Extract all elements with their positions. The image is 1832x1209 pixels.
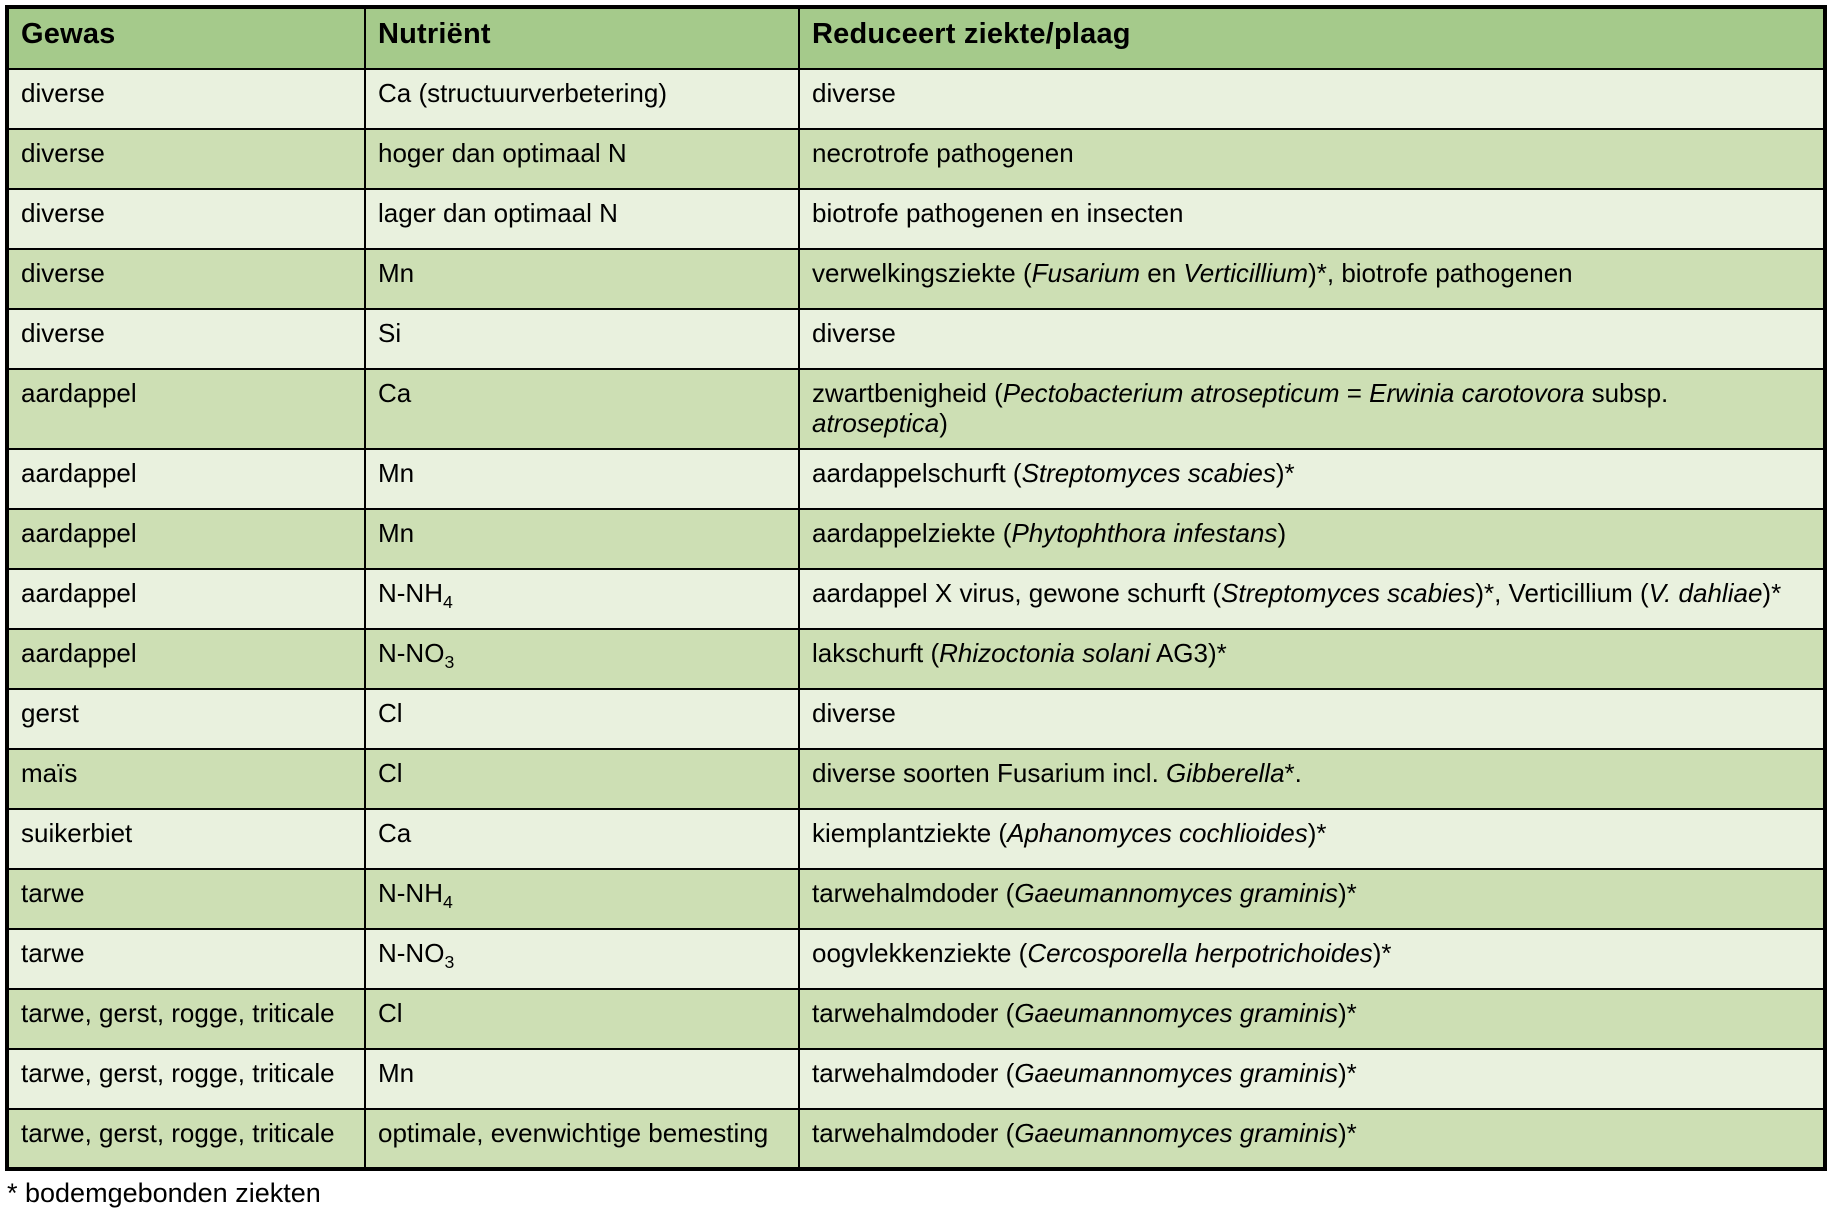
cell-reduceert: kiemplantziekte (Aphanomyces cochlioides)*	[799, 809, 1825, 869]
cell-nutrient: Cl	[365, 989, 799, 1049]
cell-reduceert: tarwehalmdoder (Gaeumannomyces graminis)*	[799, 989, 1825, 1049]
table-body	[7, 69, 1825, 1169]
table-row	[7, 809, 1825, 869]
cell-gewas: aardappel	[7, 369, 365, 449]
cell-gewas: tarwe	[7, 929, 365, 989]
cell-gewas: gerst	[7, 689, 365, 749]
cell-nutrient: $N-NH_4$	[365, 569, 799, 629]
table-row	[7, 309, 1825, 369]
cell-nutrient: Cl	[365, 749, 799, 809]
cell-reduceert: oogvlekkenziekte (Cercosporella herpotrichoides)*	[799, 929, 1825, 989]
cell-nutrient: $N-NO_3$	[365, 629, 799, 689]
cell-nutrient: $N-NH_4$	[365, 869, 799, 929]
cell-reduceert: diverse	[799, 689, 1825, 749]
table-row	[7, 369, 1825, 449]
cell-reduceert: tarwehalmdoder (Gaeumannomyces graminis)*	[799, 1049, 1825, 1109]
table-row	[7, 929, 1825, 989]
cell-nutrient: Mn	[365, 509, 799, 569]
table-header-row	[7, 7, 1825, 69]
cell-nutrient: hoger dan optimaal N	[365, 129, 799, 189]
cell-nutrient: Ca	[365, 809, 799, 869]
cell-gewas: tarwe, gerst, rogge, triticale	[7, 1109, 365, 1169]
cell-gewas: tarwe	[7, 869, 365, 929]
cell-reduceert: necrotrofe pathogenen	[799, 129, 1825, 189]
table-row	[7, 689, 1825, 749]
cell-reduceert: diverse	[799, 69, 1825, 129]
table-row	[7, 189, 1825, 249]
column-header-nutrient: Nutriënt	[365, 7, 799, 69]
table-row	[7, 629, 1825, 689]
cell-gewas: diverse	[7, 189, 365, 249]
cell-nutrient: optimale, evenwichtige bemesting	[365, 1109, 799, 1169]
cell-gewas: diverse	[7, 69, 365, 129]
cell-nutrient: lager dan optimaal N	[365, 189, 799, 249]
cell-gewas: suikerbiet	[7, 809, 365, 869]
cell-gewas: diverse	[7, 249, 365, 309]
cell-reduceert: diverse	[799, 309, 1825, 369]
table-row	[7, 569, 1825, 629]
cell-reduceert: zwartbenigheid (Pectobacterium atrosepticum = Erwinia carotovora subsp. atroseptica)	[799, 369, 1825, 449]
table-row	[7, 449, 1825, 509]
column-header-reduceert: Reduceert ziekte/plaag	[799, 7, 1825, 69]
table-row	[7, 749, 1825, 809]
cell-gewas: aardappel	[7, 449, 365, 509]
cell-reduceert: biotrofe pathogenen en insecten	[799, 189, 1825, 249]
cell-reduceert: aardappel X virus, gewone schurft (Streptomyces scabies)*, Verticillium (V. dahliae)*	[799, 569, 1825, 629]
cell-gewas: aardappel	[7, 509, 365, 569]
table-row	[7, 869, 1825, 929]
table-row	[7, 989, 1825, 1049]
cell-nutrient: $N-NO_3$	[365, 929, 799, 989]
cell-nutrient: Mn	[365, 449, 799, 509]
cell-reduceert: tarwehalmdoder (Gaeumannomyces graminis)*	[799, 869, 1825, 929]
cell-nutrient: Si	[365, 309, 799, 369]
cell-gewas: maïs	[7, 749, 365, 809]
cell-gewas: aardappel	[7, 629, 365, 689]
cell-nutrient: Ca (structuurverbetering)	[365, 69, 799, 129]
cell-reduceert: verwelkingsziekte (Fusarium en Verticillium)*, biotrofe pathogenen	[799, 249, 1825, 309]
cell-reduceert: diverse soorten Fusarium incl. Gibberella*.	[799, 749, 1825, 809]
table-row	[7, 509, 1825, 569]
cell-reduceert: aardappelziekte (Phytophthora infestans)	[799, 509, 1825, 569]
cell-gewas: diverse	[7, 129, 365, 189]
cell-nutrient: Ca	[365, 369, 799, 449]
table-row	[7, 1049, 1825, 1109]
column-header-gewas: Gewas	[7, 7, 365, 69]
table-row	[7, 249, 1825, 309]
cell-gewas: aardappel	[7, 569, 365, 629]
table-row	[7, 69, 1825, 129]
cell-nutrient: Mn	[365, 1049, 799, 1109]
cell-nutrient: Cl	[365, 689, 799, 749]
cell-reduceert: lakschurft (Rhizoctonia solani AG3)*	[799, 629, 1825, 689]
cell-nutrient: Mn	[365, 249, 799, 309]
table-row	[7, 129, 1825, 189]
table-row	[7, 1109, 1825, 1169]
nutrient-disease-table	[5, 5, 1827, 1171]
cell-gewas: tarwe, gerst, rogge, triticale	[7, 989, 365, 1049]
footnote: * bodemgebonden ziekten	[7, 1177, 321, 1208]
cell-gewas: diverse	[7, 309, 365, 369]
cell-reduceert: aardappelschurft (Streptomyces scabies)*	[799, 449, 1825, 509]
cell-reduceert: tarwehalmdoder (Gaeumannomyces graminis)*	[799, 1109, 1825, 1169]
cell-gewas: tarwe, gerst, rogge, triticale	[7, 1049, 365, 1109]
